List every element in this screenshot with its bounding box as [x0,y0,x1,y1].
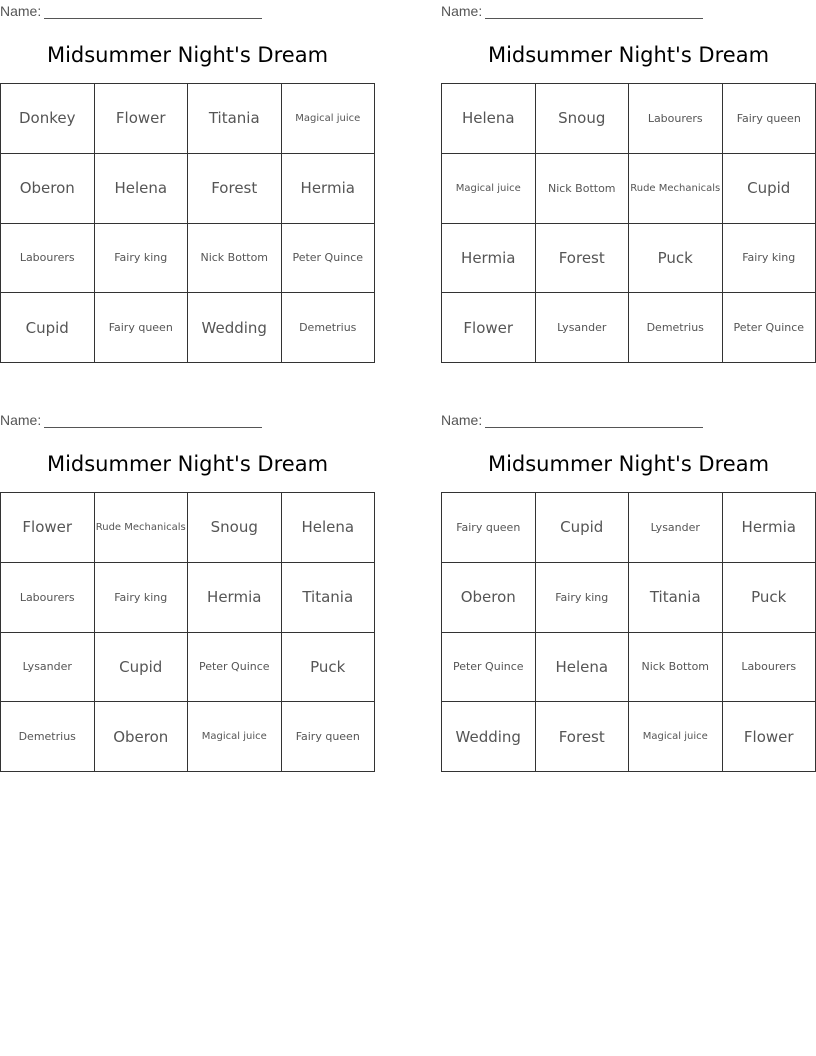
bingo-cell[interactable]: Wedding [442,702,536,772]
bingo-cell[interactable]: Fairy king [723,224,816,294]
bingo-cell[interactable]: Fairy king [536,563,630,633]
card-title: Midsummer Night's Dream [487,452,770,476]
bingo-cell[interactable]: Flower [723,702,816,772]
name-blank-line[interactable] [485,414,703,428]
bingo-cell[interactable]: Snoug [536,84,630,154]
bingo-cell[interactable]: Fairy queen [282,702,376,772]
bingo-cell[interactable]: Wedding [188,293,282,363]
name-label: Name: [441,412,483,428]
bingo-cell[interactable]: Fairy king [95,224,189,294]
bingo-cell[interactable]: Hermia [723,493,816,563]
bingo-cell[interactable]: Donkey [1,84,95,154]
bingo-cell[interactable]: Cupid [723,154,816,224]
bingo-cell[interactable]: Snoug [188,493,282,563]
bingo-cell[interactable]: Fairy queen [723,84,816,154]
name-blank-line[interactable] [44,5,262,19]
bingo-cell[interactable]: Demetrius [629,293,723,363]
bingo-cell[interactable]: Cupid [1,293,95,363]
bingo-grid [0,492,375,772]
bingo-cell[interactable]: Titania [188,84,282,154]
bingo-cell[interactable]: Fairy king [95,563,189,633]
bingo-cell[interactable]: Flower [95,84,189,154]
card-title: Midsummer Night's Dream [487,43,770,67]
bingo-cell[interactable]: Peter Quince [282,224,376,294]
bingo-cell[interactable]: Cupid [536,493,630,563]
bingo-cell[interactable]: Rude Mechanicals [629,154,723,224]
bingo-cell[interactable]: Peter Quince [188,633,282,703]
bingo-cell[interactable]: Flower [442,293,536,363]
bingo-cell[interactable]: Magical juice [188,702,282,772]
bingo-cell[interactable]: Puck [723,563,816,633]
bingo-cell[interactable]: Helena [95,154,189,224]
bingo-cell[interactable]: Puck [282,633,376,703]
bingo-cell[interactable]: Helena [282,493,376,563]
card-title: Midsummer Night's Dream [46,43,329,67]
bingo-cell[interactable]: Helena [536,633,630,703]
name-field[interactable] [0,412,265,428]
bingo-cell[interactable]: Flower [1,493,95,563]
card-title: Midsummer Night's Dream [46,452,329,476]
name-label: Name: [0,3,42,19]
bingo-cell[interactable]: Puck [629,224,723,294]
name-field[interactable] [441,412,706,428]
bingo-cell[interactable]: Cupid [95,633,189,703]
name-blank-line[interactable] [485,5,703,19]
bingo-grid [441,83,816,363]
bingo-cell[interactable]: Demetrius [1,702,95,772]
bingo-cell[interactable]: Oberon [442,563,536,633]
bingo-cell[interactable]: Labourers [1,224,95,294]
bingo-cell[interactable]: Forest [536,702,630,772]
bingo-cell[interactable]: Lysander [1,633,95,703]
bingo-cell[interactable]: Hermia [188,563,282,633]
bingo-cell[interactable]: Lysander [536,293,630,363]
bingo-cell[interactable]: Peter Quince [442,633,536,703]
bingo-cell[interactable]: Nick Bottom [188,224,282,294]
bingo-cell[interactable]: Fairy queen [442,493,536,563]
bingo-grid [0,83,375,363]
bingo-card [0,0,375,380]
bingo-cell[interactable]: Nick Bottom [536,154,630,224]
bingo-cell[interactable]: Oberon [95,702,189,772]
bingo-cell[interactable]: Fairy queen [95,293,189,363]
name-field[interactable] [0,3,265,19]
bingo-card [441,0,816,380]
bingo-cell[interactable]: Peter Quince [723,293,816,363]
bingo-cell[interactable]: Magical juice [282,84,376,154]
bingo-cell[interactable]: Lysander [629,493,723,563]
bingo-cell[interactable]: Titania [629,563,723,633]
bingo-grid [441,492,816,772]
bingo-cell[interactable]: Nick Bottom [629,633,723,703]
bingo-cell[interactable]: Forest [536,224,630,294]
bingo-cell[interactable]: Forest [188,154,282,224]
bingo-cell[interactable]: Hermia [282,154,376,224]
bingo-cell[interactable]: Titania [282,563,376,633]
bingo-cell[interactable]: Hermia [442,224,536,294]
bingo-cell[interactable]: Rude Mechanicals [95,493,189,563]
name-field[interactable] [441,3,706,19]
bingo-cell[interactable]: Helena [442,84,536,154]
name-blank-line[interactable] [44,414,262,428]
name-label: Name: [0,412,42,428]
bingo-cell[interactable]: Oberon [1,154,95,224]
bingo-cell[interactable]: Magical juice [442,154,536,224]
bingo-cell[interactable]: Demetrius [282,293,376,363]
bingo-card [441,409,816,789]
bingo-cell[interactable]: Magical juice [629,702,723,772]
name-label: Name: [441,3,483,19]
bingo-cell[interactable]: Labourers [629,84,723,154]
bingo-cell[interactable]: Labourers [1,563,95,633]
bingo-cell[interactable]: Labourers [723,633,816,703]
bingo-card [0,409,375,789]
